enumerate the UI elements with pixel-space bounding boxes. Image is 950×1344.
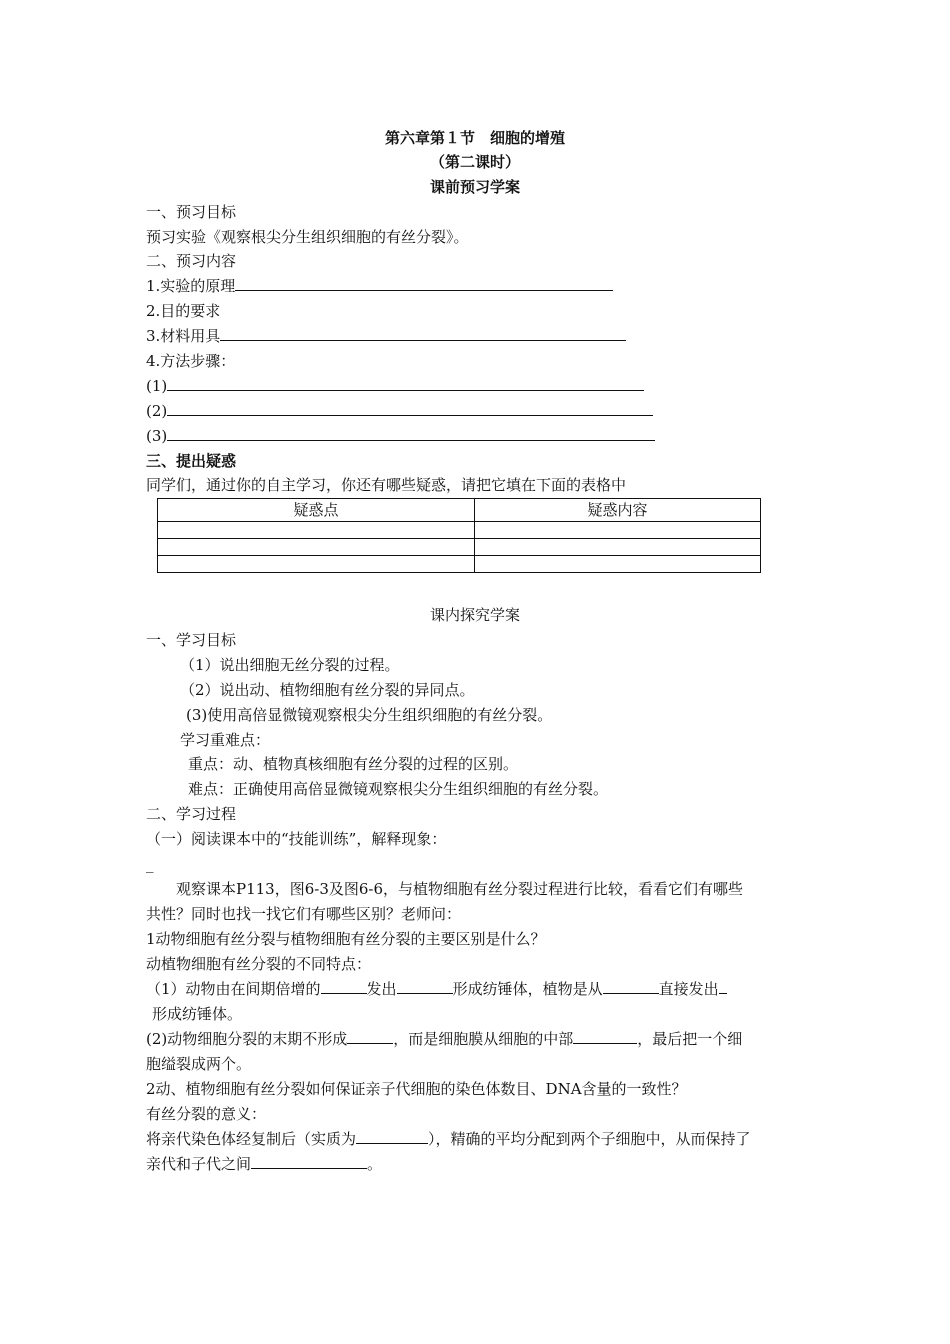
preview-goal-heading: 一、预习目标 — [146, 203, 237, 221]
text-segment: 将亲代染色体经复制后（实质为 — [146, 1130, 357, 1148]
observe-text-line1: 观察课本P113，图6-3及图6-6，与植物细胞有丝分裂过程进行比较，看看它们有哪些 — [176, 880, 744, 898]
meaning-heading: 有丝分裂的意义： — [146, 1105, 267, 1123]
difference-2 — [146, 1029, 742, 1049]
text-segment: （1）动物由在间期倍增的 — [146, 980, 321, 998]
fill-blank[interactable] — [347, 1029, 393, 1044]
observe-text-line2: 共性？同时也找一找它们有哪些区别？老师问： — [146, 905, 462, 923]
table-header-cell: 疑惑点 — [158, 499, 475, 522]
question-2: 2动、植物细胞有丝分裂如何保证亲子代细胞的染色体数目、DNA含量的一致性？ — [146, 1080, 687, 1098]
table-cell[interactable] — [475, 539, 761, 556]
text-segment: ），精确的平均分配到两个子细胞中，从而保持了 — [428, 1130, 751, 1148]
step-3-label: (3) — [146, 427, 168, 445]
dash-mark: _ — [146, 855, 154, 873]
difference-1 — [146, 979, 727, 999]
fill-blank[interactable] — [220, 326, 626, 341]
fill-blank[interactable] — [167, 376, 644, 391]
item-principle-label: 1.实验的原理 — [146, 277, 236, 295]
question-1: 1动物细胞有丝分裂与植物细胞有丝分裂的主要区别是什么？ — [146, 930, 546, 948]
difference-1-end: 形成纺锤体。 — [152, 1005, 243, 1023]
fill-blank[interactable] — [321, 979, 367, 994]
text-segment: 亲代和子代之间 — [146, 1155, 252, 1173]
text-segment: ，而是细胞膜从细胞的中部 — [393, 1030, 574, 1048]
table-row — [158, 522, 761, 539]
doubt-heading: 三、提出疑惑 — [146, 452, 237, 470]
meaning-line1 — [146, 1129, 751, 1149]
fill-blank[interactable] — [167, 401, 653, 416]
item-method: 4.方法步骤： — [146, 352, 236, 370]
doubt-table — [157, 498, 761, 573]
item-materials-label: 3.材料用具 — [146, 327, 221, 345]
goal-item: （1）说出细胞无丝分裂的过程。 — [180, 656, 400, 674]
fill-blank[interactable] — [397, 979, 453, 994]
process-heading: 二、学习过程 — [146, 805, 237, 823]
table-cell[interactable] — [158, 522, 475, 539]
fill-blank[interactable] — [356, 1129, 428, 1144]
step-2 — [146, 401, 653, 421]
preview-content-heading: 二、预习内容 — [146, 252, 237, 270]
table-cell[interactable] — [475, 522, 761, 539]
text-segment: 直接发出 — [658, 980, 719, 998]
item-requirements: 2.目的要求 — [146, 302, 221, 320]
table-header-row — [158, 499, 761, 522]
fill-blank[interactable] — [719, 979, 727, 994]
page-title: 第六章第１节 细胞的增殖 — [384, 129, 565, 147]
meaning-line2 — [146, 1154, 382, 1174]
goal-item: (3)使用高倍显微镜观察根尖分生组织细胞的有丝分裂。 — [186, 706, 553, 724]
key-heading: 学习重难点： — [180, 731, 271, 749]
section-title-preview: 课前预习学案 — [429, 178, 520, 196]
fill-blank[interactable] — [167, 426, 655, 441]
table-header-cell: 疑惑内容 — [475, 499, 761, 522]
key-point: 重点：动、植物真核细胞有丝分裂的过程的区别。 — [188, 755, 519, 773]
goal-item: （2）说出动、植物细胞有丝分裂的异同点。 — [180, 681, 475, 699]
item-principle — [146, 276, 613, 296]
step-3 — [146, 426, 655, 446]
read-instruction: （一）阅读课本中的“技能训练”，解释现象： — [146, 830, 447, 848]
section-title-inclass: 课内探究学案 — [429, 606, 520, 624]
doubt-text: 同学们，通过你的自主学习，你还有哪些疑惑，请把它填在下面的表格中 — [146, 476, 627, 494]
fill-blank[interactable] — [251, 1154, 367, 1169]
text-segment: 形成纺锤体，植物是从 — [452, 980, 603, 998]
difficult-point: 难点：正确使用高倍显微镜观察根尖分生组织细胞的有丝分裂。 — [188, 780, 609, 798]
item-materials — [146, 326, 626, 346]
text-segment: (2)动物细胞分裂的末期不形成 — [146, 1030, 348, 1048]
step-2-label: (2) — [146, 402, 168, 420]
text-segment: ，最后把一个细 — [637, 1030, 743, 1048]
fill-blank[interactable] — [235, 276, 613, 291]
inclass-goal-heading: 一、学习目标 — [146, 631, 237, 649]
table-cell[interactable] — [158, 539, 475, 556]
step-1-label: (1) — [146, 377, 168, 395]
table-row — [158, 556, 761, 573]
preview-goal-text: 预习实验《观察根尖分生组织细胞的有丝分裂》。 — [146, 228, 469, 246]
table-cell[interactable] — [475, 556, 761, 573]
table-cell[interactable] — [158, 556, 475, 573]
text-segment: 。 — [367, 1155, 383, 1173]
difference-heading: 动植物细胞有丝分裂的不同特点： — [146, 955, 372, 973]
step-1 — [146, 376, 644, 396]
fill-blank[interactable] — [573, 1029, 637, 1044]
fill-blank[interactable] — [603, 979, 659, 994]
page-subtitle: （第二课时） — [429, 153, 520, 171]
text-segment: 发出 — [366, 980, 397, 998]
table-row — [158, 539, 761, 556]
difference-2-end: 胞缢裂成两个。 — [146, 1055, 252, 1073]
